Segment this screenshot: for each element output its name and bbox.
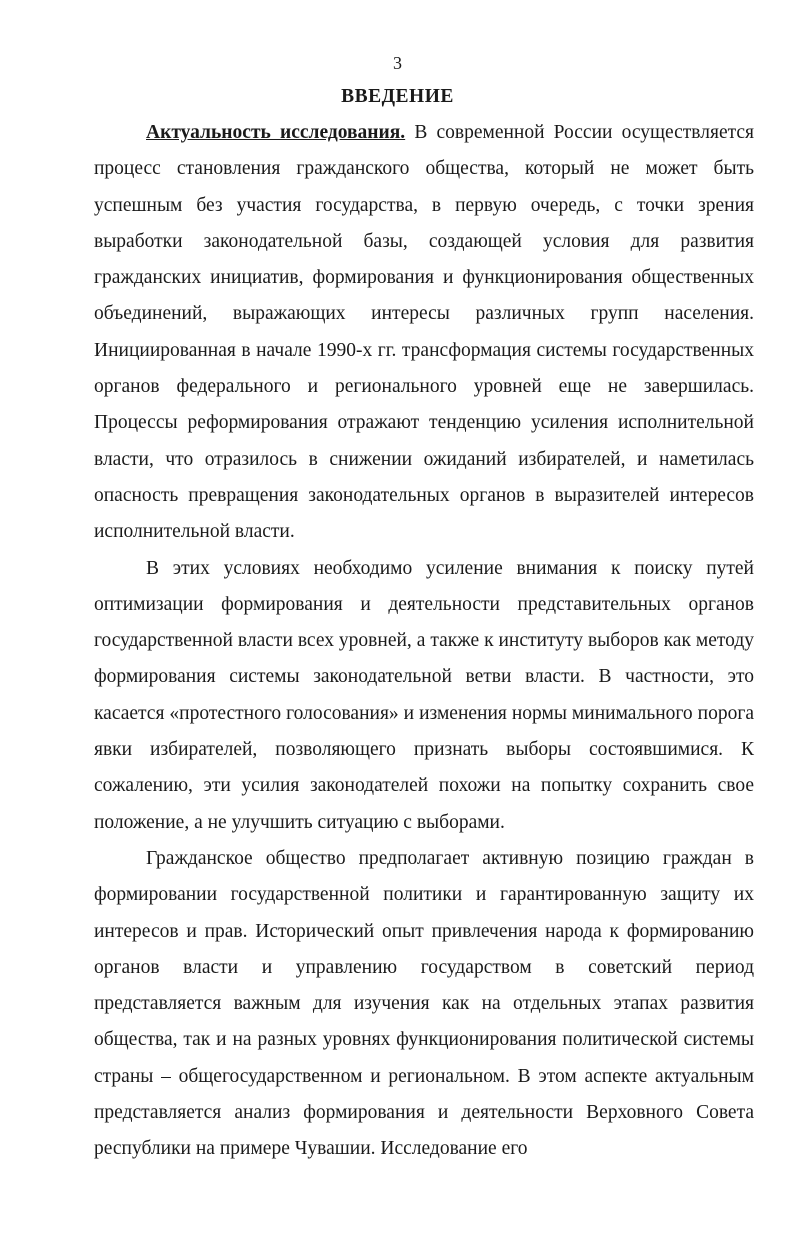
paragraph-3 (94, 841, 754, 1168)
paragraph-text: В современной России осуществляется процесс становления гражданского общества, который не может быть успешным без участия государства, в первую очередь, с точки зрения выработки законодательной базы, создающей условия для развития гражданских инициатив, формирования и функционирования общественных объединений, выражающих интересы различных групп населения. Инициированная в начале 1990-х гг. трансформация системы государственных органов федерального и регионального уровней еще не завершилась. Процессы реформирования отражают тенденцию усиления исполнительной власти, что отразилось в снижении ожиданий избирателей, и наметилась опасность превращения законодательных органов в выразителей интересов исполнительной власти. (94, 122, 754, 543)
page-title: ВВЕДЕНИЕ (341, 86, 454, 107)
paragraph-lead: Актуальность исследования. (146, 122, 406, 143)
paragraph-2 (94, 551, 754, 841)
document-body (94, 115, 754, 1168)
paragraph-text: Гражданское общество предполагает активную позицию граждан в формировании государственной политики и гарантированную защиту их интересов и прав. Исторический опыт привлечения народа к формированию органов власти и управлению государством в советский период представляется важным для изучения как на отдельных этапах развития общества, так и на разных уровнях функционирования политической системы страны – общегосударственном и региональном. В этом аспекте актуальным представляется анализ формирования и деятельности Верховного Совета республики на примере Чувашии. Исследование его (94, 847, 754, 1160)
paragraph-1 (94, 115, 754, 551)
page-number: 3 (393, 53, 402, 73)
paragraph-text: В этих условиях необходимо усиление внимания к поиску путей оптимизации формирования и деятельности представительных органов государственной власти всех уровней, а также к институту выборов как методу формирования системы законодательной ветви власти. В частности, это касается «протестного голосования» и изменения нормы минимального порога явки избирателей, позволяющего признать выборы состоявшимися. К сожалению, эти усилия законодателей похожи на попытку сохранить свое положение, а не улучшить ситуацию с выборами. (94, 557, 754, 833)
